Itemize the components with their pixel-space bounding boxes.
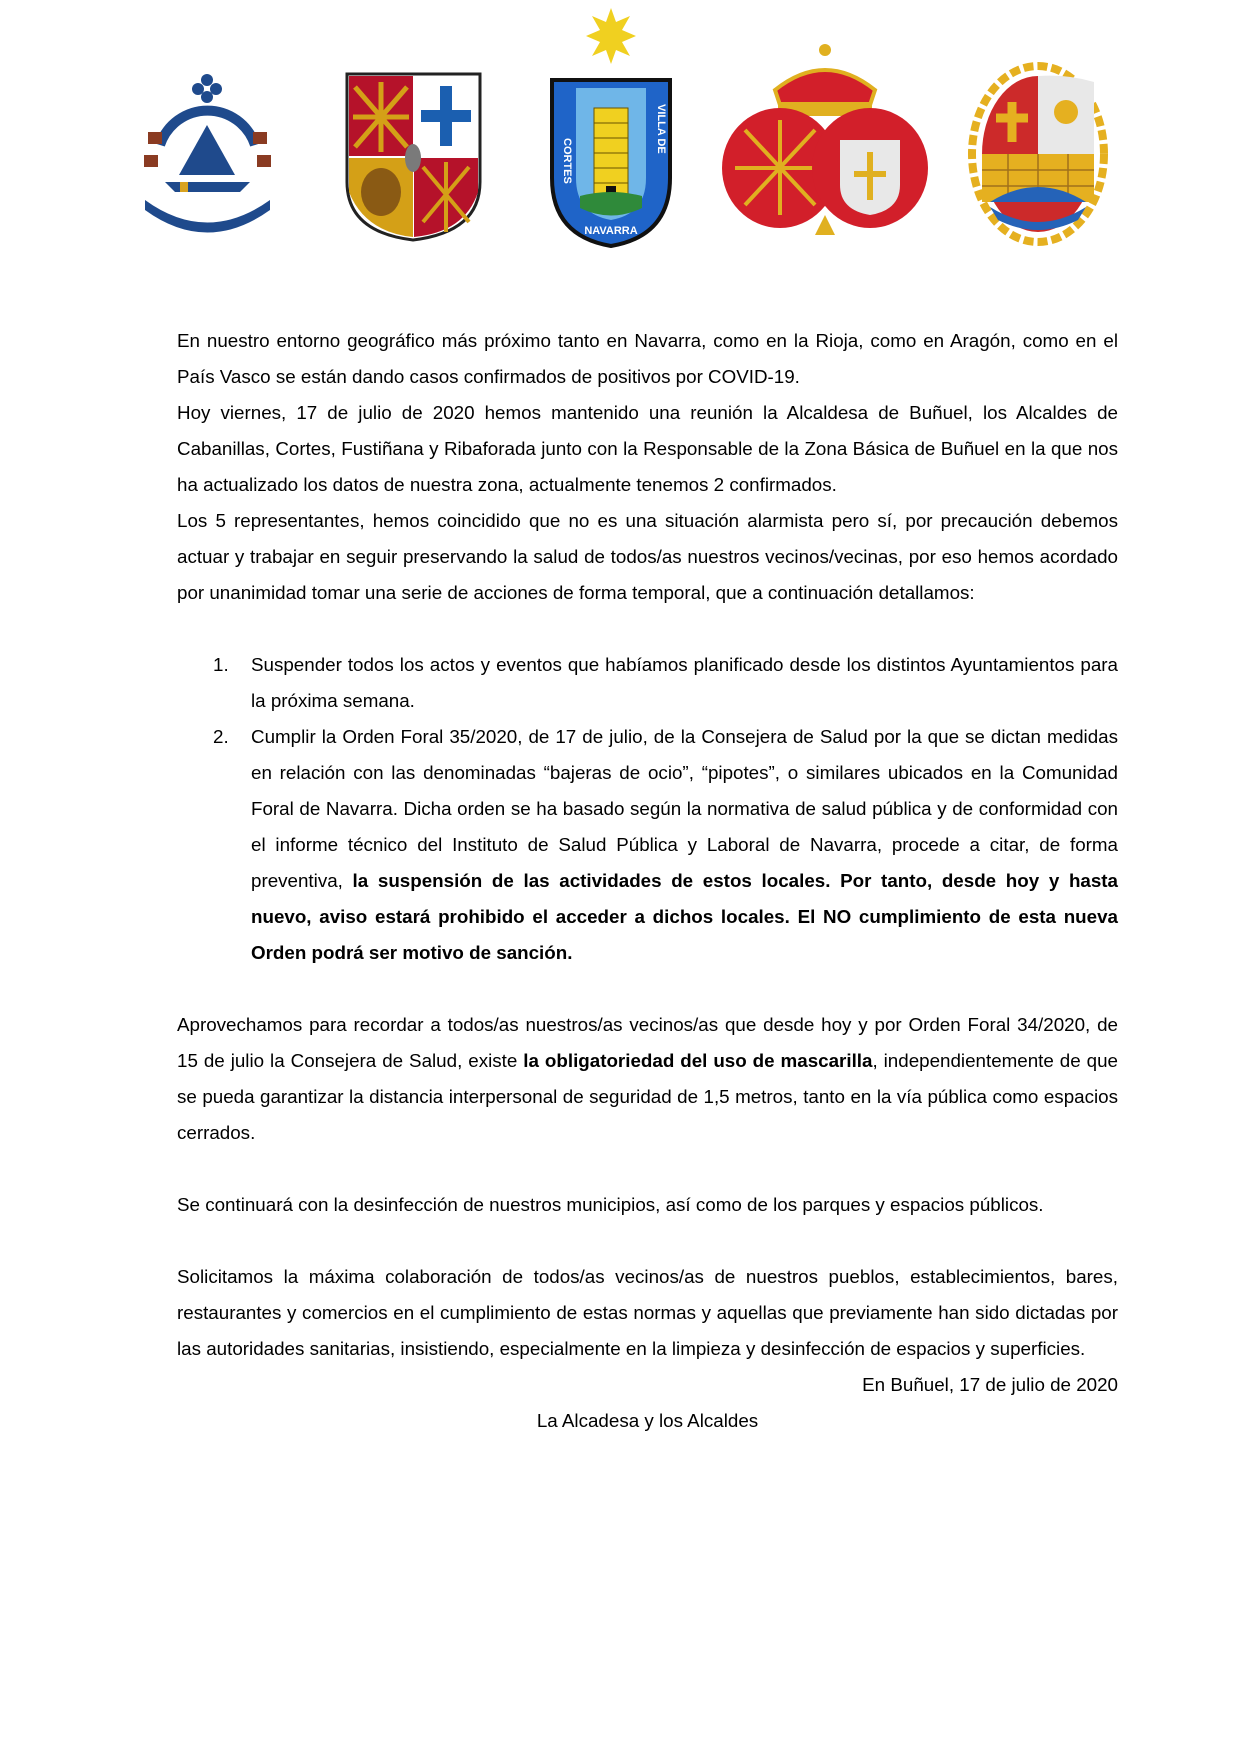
list-item-number: 1. xyxy=(213,654,229,675)
crest-3-cortes-tower xyxy=(550,8,672,248)
mask-order-bold: la obligatoriedad del uso de mascarilla xyxy=(523,1050,873,1071)
crest-3-text-left: CORTES xyxy=(561,138,573,184)
list-item-bold-text: la suspensión de las actividades de estos locales. Por tanto, desde hoy y hasta nuevo, aviso estará prohibido el acceder a dichos locales. El NO cumplimiento de esta nueva Orden podrá ser motivo de sanción. xyxy=(251,870,1119,963)
crest-3-text-right: VILLA DE xyxy=(655,104,667,154)
paragraph-meeting: Hoy viernes, 17 de julio de 2020 hemos mantenido una reunión la Alcaldesa de Buñuel, los Alcaldes de Cabanillas, Cortes, Fustiñana y Ribaforada junto con la Responsable de la Zona Básica de Buñuel en la que nos ha actualizado los datos de nuestra zona, actualmente tenemos 2 confirmados. xyxy=(177,402,1118,495)
paragraph-collaboration: Solicitamos la máxima colaboración de todos/as vecinos/as de nuestros pueblos, establecimientos, bares, restaurantes y comercios en el cumplimiento de estas normas y aquellas que previamente han sido dictadas por las autoridades sanitarias, insistiendo, especialmente en la limpieza y desinfección de espacios y superficies. xyxy=(177,1266,1118,1359)
letter-body xyxy=(177,323,1118,1439)
list-item xyxy=(177,647,1118,719)
mask-order-text-end: , independientemente de que se pueda garantizar la distancia interpersonal de seguridad de 1,5 metros, tanto en la vía pública como espacios cerrados. xyxy=(177,1050,1118,1143)
crest-4-crowned-double-oval xyxy=(720,40,930,235)
paragraph-context: En nuestro entorno geográfico más próximo tanto en Navarra, como en la Rioja, como en Aragón, como en el País Vasco se están dando casos confirmados de positivos por COVID-19. xyxy=(177,330,1118,387)
list-item-text: Suspender todos los actos y eventos que habíamos planificado desde los distintos Ayuntamientos para la próxima semana. xyxy=(251,654,1118,711)
paragraph-representatives: Los 5 representantes, hemos coincidido que no es una situación alarmista pero sí, por precaución debemos actuar y trabajar en seguir preservando la salud de todos/as nuestros vecinos/vecinas, por eso hemos acordado por unanimidad tomar una serie de acciones de forma temporal, que a continuación detallamos: xyxy=(177,510,1118,603)
paragraph-disinfection: Se continuará con la desinfección de nuestros municipios, así como de los parques y espacios públicos. xyxy=(177,1194,1044,1215)
signature: La Alcadesa y los Alcaldes xyxy=(536,1410,759,1431)
paragraph-mask-order xyxy=(177,1007,1118,1151)
crest-5-chain-oval-bridge xyxy=(968,62,1108,247)
list-item xyxy=(177,719,1118,971)
crest-3-text-bottom: NAVARRA xyxy=(584,225,638,237)
mask-order-text-start: Aprovechamos para recordar a todos/as nuestros/as vecinos/as que desde hoy y por Orden Foral 34/2020, de 15 de julio la Consejera de Salud, existe xyxy=(177,1014,1118,1071)
crests-header xyxy=(0,0,1240,260)
crest-1-cross-boat-emblem xyxy=(140,70,275,235)
place-date: En Buñuel, 17 de julio de 2020 xyxy=(862,1374,1118,1395)
crest-2-quartered-shield xyxy=(345,72,482,242)
actions-list xyxy=(177,647,1118,971)
list-item-text: Cumplir la Orden Foral 35/2020, de 17 de julio, de la Consejera de Salud por la que se dictan medidas en relación con las denominadas “bajeras de ocio”, “pipotes”, o similares ubicados en la Comunidad Foral de Navarra. Dicha orden se ha basado según la normativa de salud pública y de conformidad con el informe técnico del Instituto de Salud Pública y Laboral de Navarra, procede a citar, de forma preventiva, xyxy=(251,726,1118,891)
list-item-number: 2. xyxy=(213,726,229,747)
